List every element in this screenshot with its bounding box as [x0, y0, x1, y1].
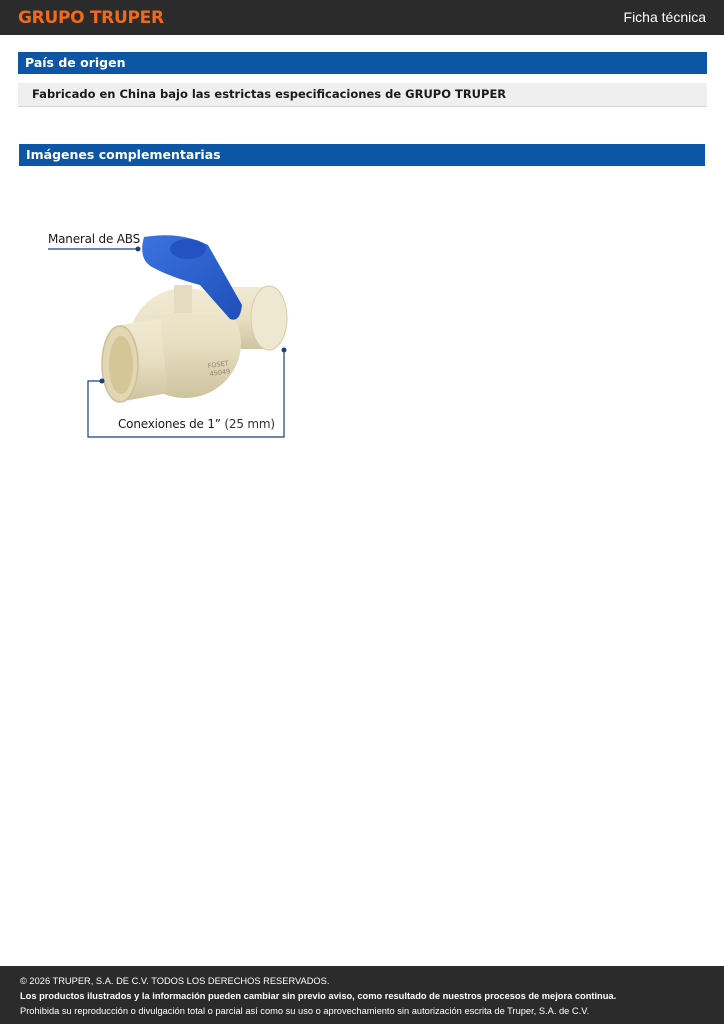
callout-connections — [118, 417, 275, 431]
footer-notice: Los productos ilustrados y la información pueden cambiar sin previo aviso, como resultado de nuestros procesos de mejora continua. — [20, 991, 617, 1001]
document-type: Ficha técnica — [623, 9, 706, 25]
brand-logo: GRUPO TRUPER — [18, 8, 164, 28]
footer-legal: Prohibida su reproducción o divulgación total o parcial así como su uso o aprovechamiento sin autorización escrita de Truper, S.A. de C.V. — [20, 1006, 590, 1016]
ball-valve-illustration — [40, 225, 300, 445]
section-header-origin: País de origen — [18, 52, 707, 74]
callout-dot-left — [100, 379, 105, 384]
marking-brand: FOSET — [207, 359, 230, 370]
callout-dot-handle — [136, 247, 141, 252]
marking-model: 45049 — [209, 367, 231, 378]
callout-dot-right — [282, 348, 287, 353]
product-figure — [40, 225, 300, 445]
top-bar — [0, 0, 724, 35]
section-header-images: Imágenes complementarias — [19, 144, 705, 166]
callout-connections-size: Conexiones de 1” — [118, 417, 221, 431]
footer — [0, 966, 724, 1024]
callout-handle: Maneral de ABS — [48, 232, 140, 246]
origin-text: Fabricado en China bajo las estrictas especificaciones de GRUPO TRUPER — [18, 83, 707, 107]
callout-connections-unit: (25 mm) — [224, 417, 275, 431]
footer-copyright: © 2026 TRUPER, S.A. DE C.V. TODOS LOS DERECHOS RESERVADOS. — [20, 976, 330, 986]
